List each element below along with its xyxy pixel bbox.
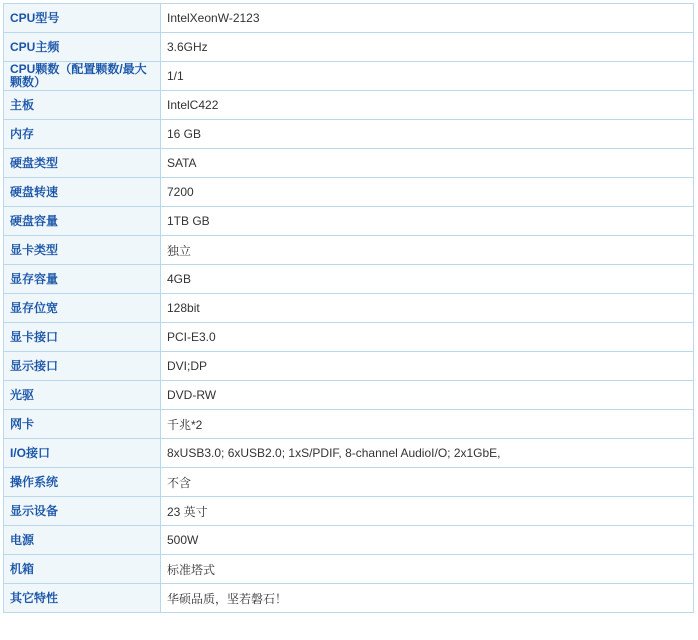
spec-label: CPU主频 <box>4 33 161 62</box>
spec-row <box>4 91 694 120</box>
spec-label: 光驱 <box>4 381 161 410</box>
spec-value: 500W <box>161 526 694 555</box>
spec-row <box>4 207 694 236</box>
spec-row <box>4 236 694 265</box>
spec-label: 主板 <box>4 91 161 120</box>
spec-label: 内存 <box>4 120 161 149</box>
spec-value: 4GB <box>161 265 694 294</box>
spec-value: 16 GB <box>161 120 694 149</box>
spec-row <box>4 352 694 381</box>
spec-value: SATA <box>161 149 694 178</box>
spec-row <box>4 584 694 613</box>
spec-label: 机箱 <box>4 555 161 584</box>
spec-row <box>4 497 694 526</box>
spec-row <box>4 439 694 468</box>
spec-label: 硬盘转速 <box>4 178 161 207</box>
spec-value: IntelC422 <box>161 91 694 120</box>
spec-table <box>3 3 694 613</box>
spec-value: 华硕品质，坚若磐石！ <box>161 584 694 613</box>
spec-row <box>4 178 694 207</box>
spec-label: 显示接口 <box>4 352 161 381</box>
spec-label: CPU颗数（配置颗数/最大颗数） <box>4 62 161 91</box>
spec-label: 操作系统 <box>4 468 161 497</box>
spec-value: 128bit <box>161 294 694 323</box>
spec-label: 显示设备 <box>4 497 161 526</box>
spec-row <box>4 323 694 352</box>
spec-row <box>4 265 694 294</box>
spec-value: DVD-RW <box>161 381 694 410</box>
spec-value: DVI;DP <box>161 352 694 381</box>
spec-label: 硬盘容量 <box>4 207 161 236</box>
spec-row <box>4 526 694 555</box>
spec-value: 8xUSB3.0; 6xUSB2.0; 1xS/PDIF, 8-channel AudioI/O; 2x1GbE, <box>161 439 694 468</box>
spec-label: 显卡类型 <box>4 236 161 265</box>
spec-row <box>4 149 694 178</box>
spec-row <box>4 555 694 584</box>
spec-value: PCI-E3.0 <box>161 323 694 352</box>
spec-value: 独立 <box>161 236 694 265</box>
spec-row <box>4 62 694 91</box>
spec-label: 其它特性 <box>4 584 161 613</box>
spec-value: 7200 <box>161 178 694 207</box>
spec-label: CPU型号 <box>4 4 161 33</box>
spec-row <box>4 410 694 439</box>
spec-row <box>4 381 694 410</box>
spec-row <box>4 294 694 323</box>
spec-value: 23 英寸 <box>161 497 694 526</box>
spec-row <box>4 468 694 497</box>
spec-value: 标准塔式 <box>161 555 694 584</box>
spec-label: 显存容量 <box>4 265 161 294</box>
spec-value: 3.6GHz <box>161 33 694 62</box>
spec-row <box>4 4 694 33</box>
spec-value: IntelXeonW-2123 <box>161 4 694 33</box>
spec-value: 1TB GB <box>161 207 694 236</box>
spec-value: 千兆*2 <box>161 410 694 439</box>
spec-label: 电源 <box>4 526 161 555</box>
spec-value: 不含 <box>161 468 694 497</box>
spec-row <box>4 120 694 149</box>
spec-value: 1/1 <box>161 62 694 91</box>
spec-label: 显存位宽 <box>4 294 161 323</box>
spec-label: I/O接口 <box>4 439 161 468</box>
spec-row <box>4 33 694 62</box>
spec-label: 显卡接口 <box>4 323 161 352</box>
spec-label: 网卡 <box>4 410 161 439</box>
spec-label: 硬盘类型 <box>4 149 161 178</box>
spec-table-body <box>4 4 694 613</box>
